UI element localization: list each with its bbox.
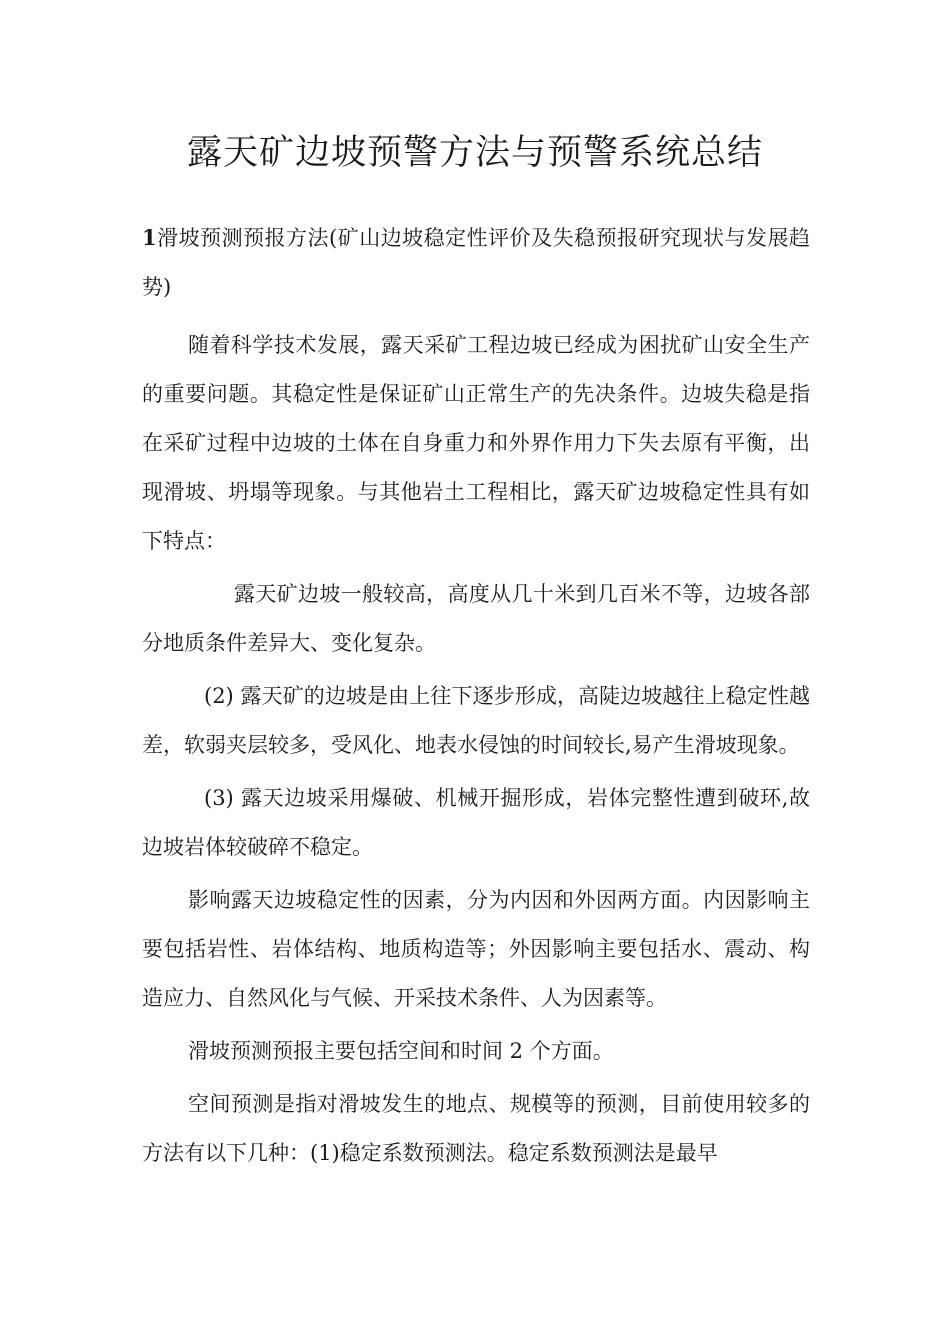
paragraph-spatial-prediction: 空间预测是指对滑坡发生的地点、规模等的预测，目前使用较多的方法有以下几种：(1)稳定系数预测法。稳定系数预测法是最早 <box>142 1092 810 1165</box>
document-body <box>142 213 810 1178</box>
paragraph-feature-2: (2) 露天矿的边坡是由上往下逐步形成，高陡边坡越往上稳定性越差，软弱夹层较多，受风化、地表水侵蚀的时间较长,易产生滑坡现象。 <box>142 684 810 757</box>
paragraph-prediction: 滑坡预测预报主要包括空间和时间 2 个方面。 <box>188 1039 614 1063</box>
section-heading-text: 滑坡预测预报方法(矿山边坡稳定性评价及失稳预报研究现状与发展趋势) <box>142 226 810 299</box>
section-heading <box>142 213 810 312</box>
document-title: 露天矿边坡预警方法与预警系统总结 <box>186 133 763 173</box>
paragraph-intro: 随着科学技术发展，露天采矿工程边坡已经成为困扰矿山安全生产的重要问题。其稳定性是保证矿山正常生产的先决条件。边坡失稳是指在采矿过程中边坡的土体在自身重力和外界作用力下失去原有平衡，出现滑坡、坍塌等现象。与其他岩土工程相比，露天矿边坡稳定性具有如下特点： <box>142 333 810 553</box>
paragraph-feature-3: (3) 露天边坡采用爆破、机械开掘形成，岩体完整性遭到破环,故边坡岩体较破碎不稳定。 <box>142 786 810 859</box>
paragraph-feature-1: 露天矿边坡一般较高，高度从几十米到几百米不等，边坡各部分地质条件差异大、变化复杂。 <box>142 582 810 655</box>
section-number: 1 <box>142 225 157 250</box>
paragraph-factors: 影响露天边坡稳定性的因素，分为内因和外因两方面。内因影响主要包括岩性、岩体结构、地质构造等；外因影响主要包括水、震动、构造应力、自然风化与气候、开采技术条件、人为因素等。 <box>142 888 810 1010</box>
